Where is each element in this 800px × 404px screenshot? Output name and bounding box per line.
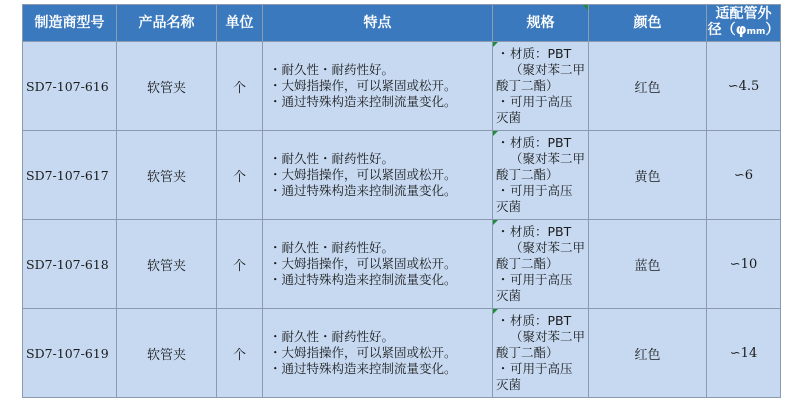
color-text: 黄色 bbox=[634, 169, 661, 185]
table-row bbox=[23, 220, 781, 309]
spec-block: ・材质：PBT （聚对苯二甲 酸丁二酯） ・可用于高压 灭菌 bbox=[496, 313, 586, 392]
spec-line: 灭菌 bbox=[496, 199, 522, 214]
feature-item: ・大姆指操作，可以紧固或松开。 bbox=[269, 78, 457, 93]
spec-line: 可用于高压 bbox=[510, 94, 573, 109]
feature-text: 通过特殊构造来控制流量变化。 bbox=[281, 183, 457, 198]
cell-spec[interactable] bbox=[493, 220, 589, 309]
header-color: 颜色 bbox=[589, 5, 707, 42]
cell-name[interactable] bbox=[117, 309, 217, 398]
comment-marker bbox=[493, 131, 498, 136]
header-features: 特点 bbox=[263, 5, 493, 42]
spec-line: 材质：PBT bbox=[510, 224, 572, 239]
cell-name[interactable] bbox=[117, 42, 217, 131]
feature-text: 耐久性・耐药性好。 bbox=[281, 329, 395, 344]
header-model: 制造商型号 bbox=[23, 5, 117, 42]
feature-text: 大姆指操作，可以紧固或松开。 bbox=[281, 256, 457, 271]
diameter-text: ∽4.5 bbox=[727, 78, 760, 94]
feature-item: ・大姆指操作，可以紧固或松开。 bbox=[269, 256, 457, 271]
cell-spec[interactable] bbox=[493, 42, 589, 131]
header-spec bbox=[493, 5, 589, 42]
table-row bbox=[23, 42, 781, 131]
color-text: 蓝色 bbox=[634, 258, 661, 274]
name-text: 软管夹 bbox=[146, 80, 186, 96]
cell-unit[interactable] bbox=[217, 42, 263, 131]
cell-features[interactable] bbox=[263, 131, 493, 220]
cell-unit[interactable] bbox=[217, 220, 263, 309]
feature-list bbox=[263, 151, 492, 199]
feature-item: ・耐久性・耐药性好。 bbox=[269, 329, 395, 344]
model-text: SD7-107-619 bbox=[26, 345, 109, 361]
cell-unit[interactable] bbox=[217, 131, 263, 220]
cell-spec[interactable] bbox=[493, 309, 589, 398]
feature-item: ・通过特殊构造来控制流量变化。 bbox=[269, 361, 457, 376]
spec-line: 灭菌 bbox=[496, 288, 522, 303]
feature-item: ・通过特殊构造来控制流量变化。 bbox=[269, 183, 457, 198]
feature-item: ・大姆指操作，可以紧固或松开。 bbox=[269, 345, 457, 360]
cell-model[interactable] bbox=[23, 42, 117, 131]
cell-color[interactable] bbox=[589, 220, 707, 309]
spec-line: 材质：PBT bbox=[510, 135, 572, 150]
cell-color[interactable] bbox=[589, 131, 707, 220]
feature-text: 耐久性・耐药性好。 bbox=[281, 240, 395, 255]
name-text: 软管夹 bbox=[146, 258, 186, 274]
cell-features[interactable] bbox=[263, 42, 493, 131]
name-text: 软管夹 bbox=[146, 169, 186, 185]
cell-diameter[interactable] bbox=[707, 131, 781, 220]
cell-color[interactable] bbox=[589, 42, 707, 131]
comment-marker bbox=[493, 309, 498, 314]
header-name: 产品名称 bbox=[117, 5, 217, 42]
header-diameter-unit: mm bbox=[746, 27, 766, 37]
feature-text: 通过特殊构造来控制流量变化。 bbox=[281, 272, 457, 287]
feature-text: 通过特殊构造来控制流量变化。 bbox=[281, 94, 457, 109]
cell-color[interactable] bbox=[589, 309, 707, 398]
spec-line: 材质：PBT bbox=[510, 313, 572, 328]
model-text: SD7-107-618 bbox=[26, 256, 109, 272]
feature-item: ・耐久性・耐药性好。 bbox=[269, 240, 395, 255]
header-diameter-line1: 适配管外 bbox=[715, 6, 772, 22]
feature-item: ・耐久性・耐药性好。 bbox=[269, 151, 395, 166]
spec-line: 可用于高压 bbox=[510, 361, 573, 376]
name-text: 软管夹 bbox=[146, 347, 186, 363]
color-text: 红色 bbox=[634, 80, 661, 96]
cell-diameter[interactable] bbox=[707, 309, 781, 398]
spec-line: 酸丁二酯） bbox=[496, 256, 559, 271]
feature-text: 耐久性・耐药性好。 bbox=[281, 62, 395, 77]
spec-line: （聚对苯二甲 bbox=[510, 329, 586, 344]
spec-line: （聚对苯二甲 bbox=[510, 151, 586, 166]
unit-text: 个 bbox=[232, 80, 246, 96]
feature-item: ・耐久性・耐药性好。 bbox=[269, 62, 395, 77]
feature-text: 耐久性・耐药性好。 bbox=[281, 151, 395, 166]
header-diameter bbox=[707, 5, 781, 42]
feature-text: 通过特殊构造来控制流量变化。 bbox=[281, 361, 457, 376]
unit-text: 个 bbox=[232, 169, 246, 185]
header-diameter-prefix: 径（φ bbox=[707, 22, 747, 38]
table-row bbox=[23, 309, 781, 398]
diameter-text: ∽6 bbox=[733, 167, 754, 183]
cell-diameter[interactable] bbox=[707, 220, 781, 309]
spec-block: ・材质：PBT （聚对苯二甲 酸丁二酯） ・可用于高压 灭菌 bbox=[496, 224, 586, 303]
header-diameter-suffix: ） bbox=[765, 22, 780, 38]
model-text: SD7-107-617 bbox=[26, 167, 109, 183]
cell-model[interactable] bbox=[23, 309, 117, 398]
spec-line: 可用于高压 bbox=[510, 272, 573, 287]
unit-text: 个 bbox=[232, 347, 246, 363]
spec-line: 酸丁二酯） bbox=[496, 78, 559, 93]
spec-line: 灭菌 bbox=[496, 377, 522, 392]
spec-line: （聚对苯二甲 bbox=[510, 240, 586, 255]
feature-text: 大姆指操作，可以紧固或松开。 bbox=[281, 345, 457, 360]
cell-model[interactable] bbox=[23, 131, 117, 220]
feature-text: 大姆指操作，可以紧固或松开。 bbox=[281, 78, 457, 93]
feature-item: ・通过特殊构造来控制流量变化。 bbox=[269, 94, 457, 109]
cell-unit[interactable] bbox=[217, 309, 263, 398]
color-text: 红色 bbox=[634, 347, 661, 363]
feature-text: 大姆指操作，可以紧固或松开。 bbox=[281, 167, 457, 182]
header-row bbox=[23, 5, 781, 42]
product-table bbox=[22, 4, 781, 398]
cell-model[interactable] bbox=[23, 220, 117, 309]
diameter-text: ∽10 bbox=[729, 256, 758, 272]
header-spec-label: 规格 bbox=[526, 14, 555, 31]
header-unit: 单位 bbox=[217, 5, 263, 42]
comment-marker bbox=[493, 220, 498, 225]
feature-item: ・大姆指操作，可以紧固或松开。 bbox=[269, 167, 457, 182]
cell-features[interactable] bbox=[263, 309, 493, 398]
table-row bbox=[23, 131, 781, 220]
spec-line: 酸丁二酯） bbox=[496, 345, 559, 360]
cell-name[interactable] bbox=[117, 131, 217, 220]
spec-line: 酸丁二酯） bbox=[496, 167, 559, 182]
cell-name[interactable] bbox=[117, 220, 217, 309]
spec-line: 灭菌 bbox=[496, 110, 522, 125]
spec-line: 材质：PBT bbox=[510, 46, 572, 61]
comment-marker bbox=[493, 42, 498, 47]
model-text: SD7-107-616 bbox=[26, 78, 109, 94]
cell-spec[interactable] bbox=[493, 131, 589, 220]
diameter-text: ∽14 bbox=[729, 345, 758, 361]
spec-block: ・材质：PBT （聚对苯二甲 酸丁二酯） ・可用于高压 灭菌 bbox=[496, 46, 586, 125]
feature-list bbox=[263, 62, 492, 110]
unit-text: 个 bbox=[232, 258, 246, 274]
cell-diameter[interactable] bbox=[707, 42, 781, 131]
spec-line: 可用于高压 bbox=[510, 183, 573, 198]
spec-line: （聚对苯二甲 bbox=[510, 62, 586, 77]
header-diameter-line2 bbox=[707, 22, 780, 40]
feature-list bbox=[263, 329, 492, 377]
spec-block: ・材质：PBT （聚对苯二甲 酸丁二酯） ・可用于高压 灭菌 bbox=[496, 135, 586, 214]
cell-features[interactable] bbox=[263, 220, 493, 309]
feature-list bbox=[263, 240, 492, 288]
comment-marker bbox=[583, 5, 588, 10]
feature-item: ・通过特殊构造来控制流量变化。 bbox=[269, 272, 457, 287]
